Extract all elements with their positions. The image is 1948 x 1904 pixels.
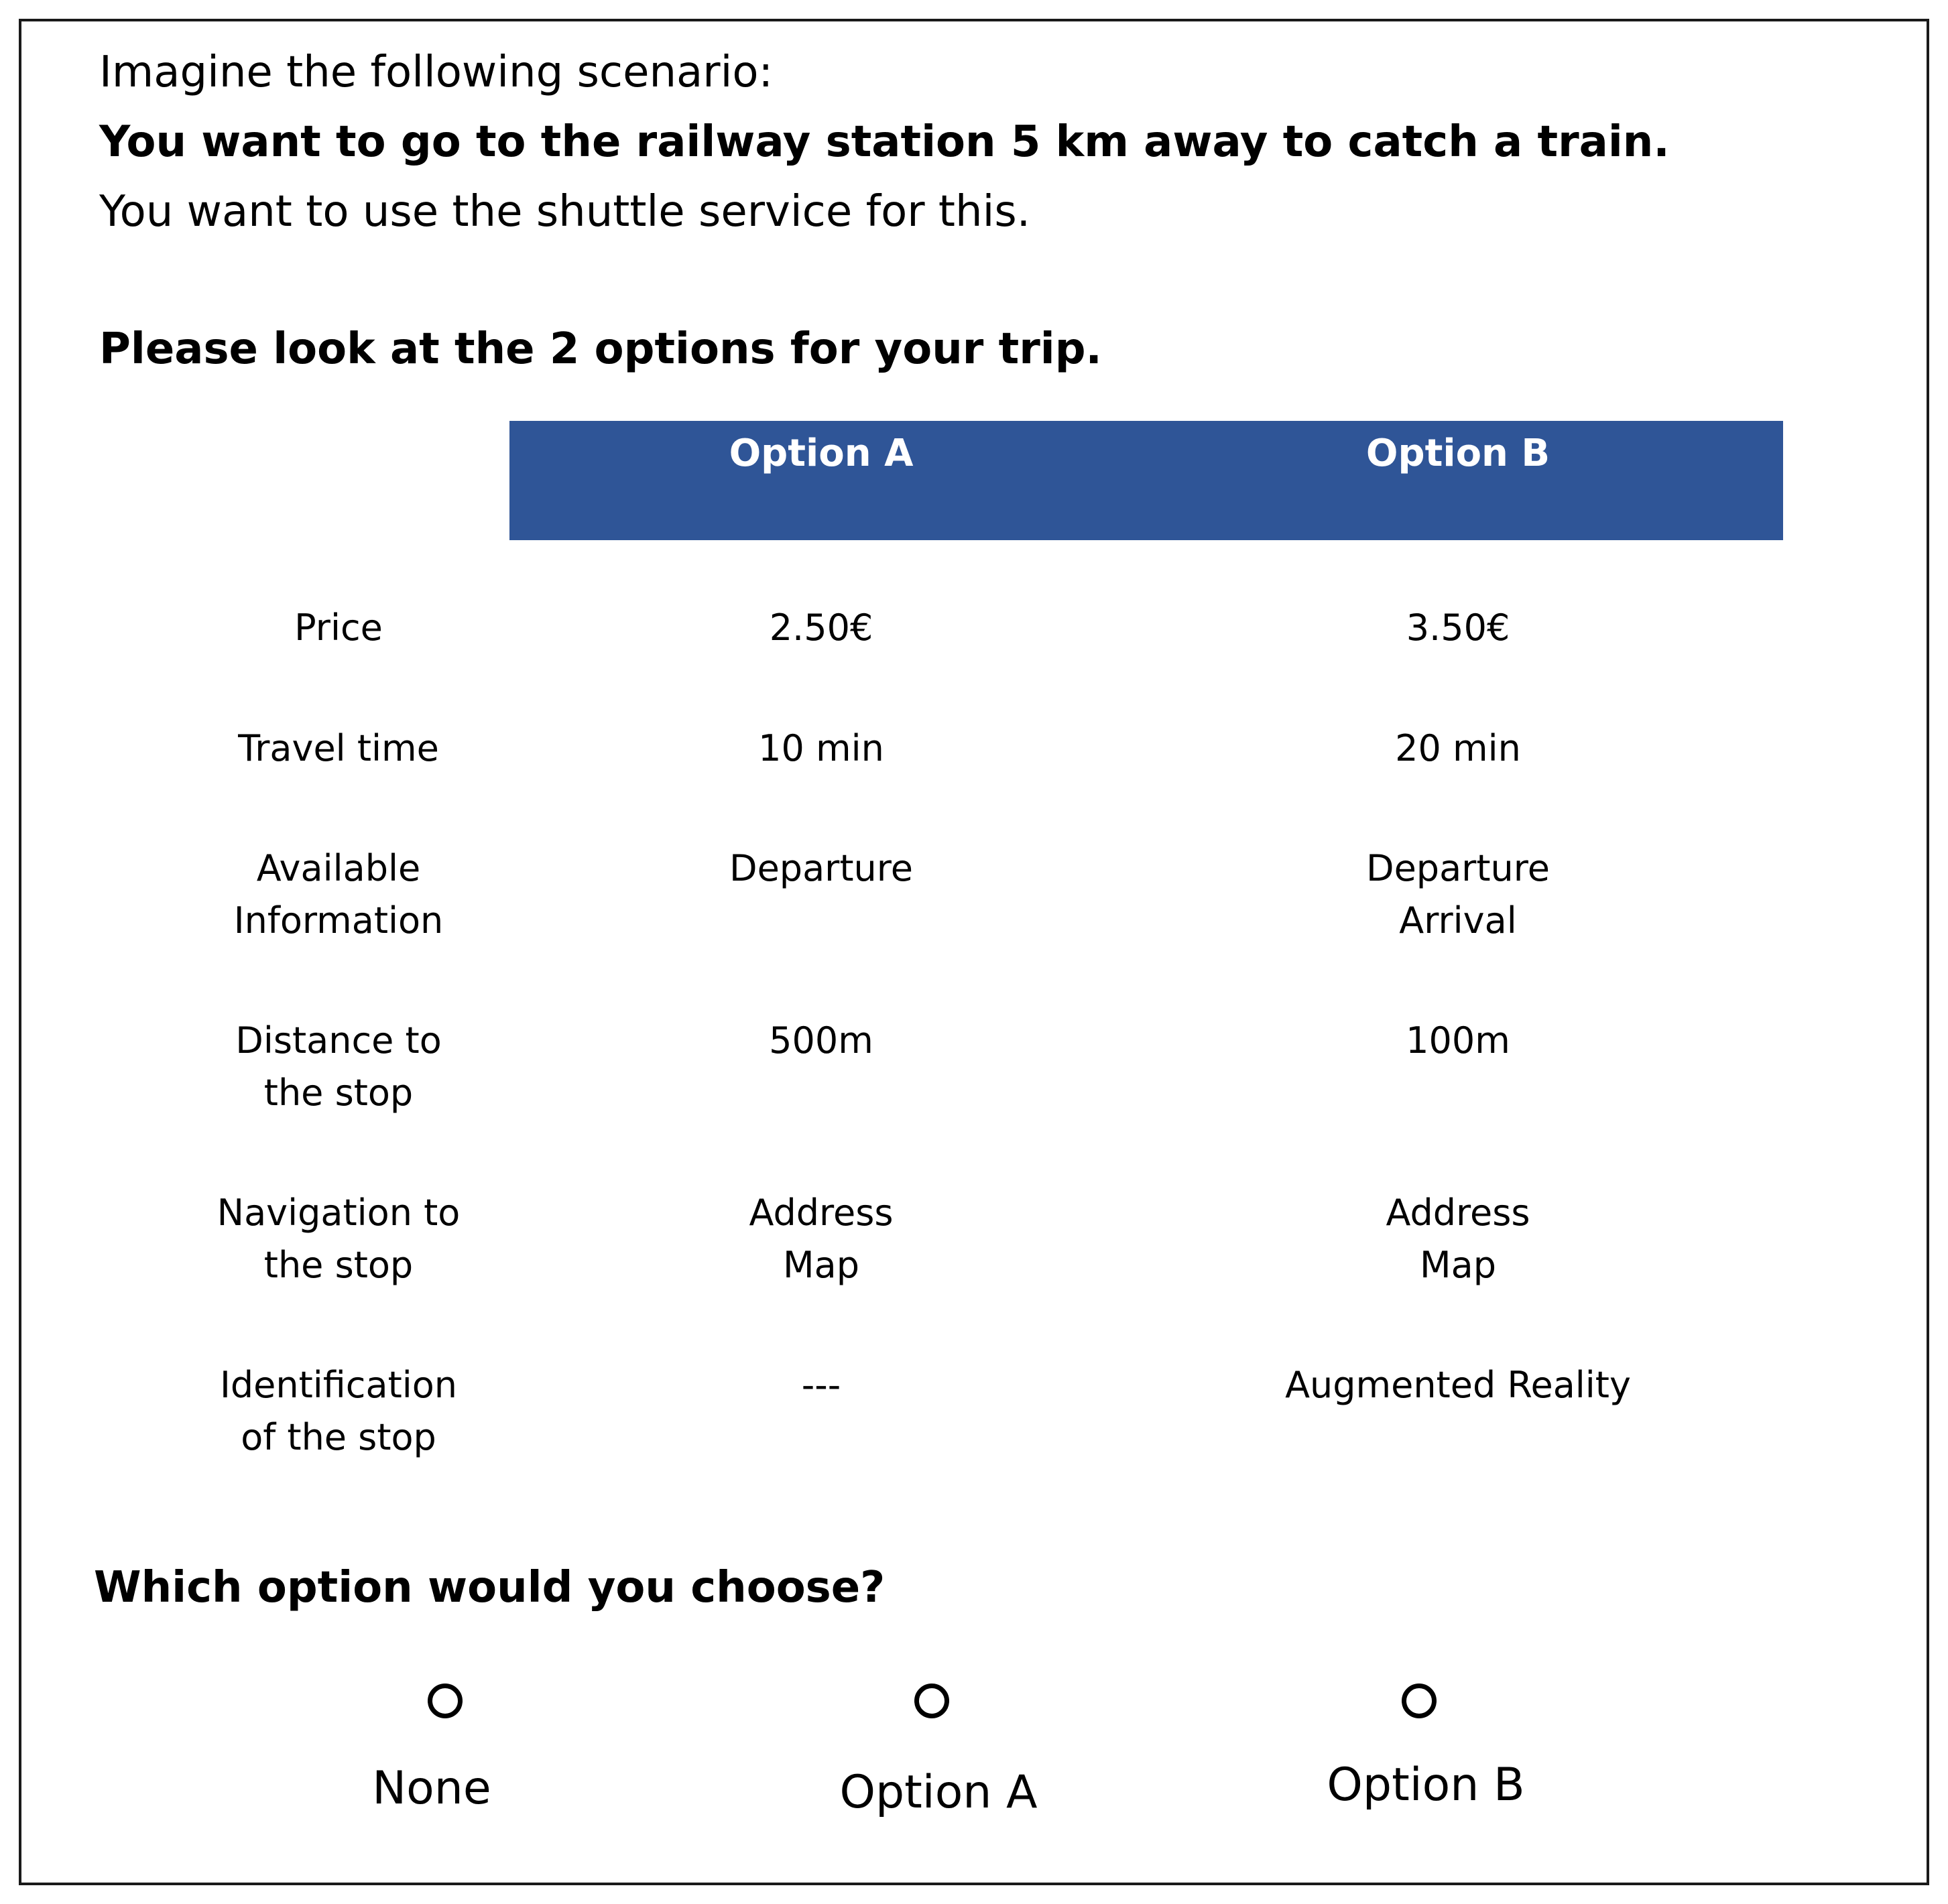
cell-option-a-travel-time	[587, 722, 1056, 775]
cell-line: Departure	[729, 847, 913, 889]
options-heading: Please look at the 2 options for your trip.	[99, 324, 1102, 374]
cell-line: 500m	[769, 1019, 873, 1062]
row-label-navigation-to-stop	[137, 1187, 540, 1291]
row-label-available-information	[137, 842, 540, 947]
cell-line: Address	[749, 1192, 894, 1234]
row-label-line: Navigation to	[217, 1192, 461, 1234]
cell-line: 3.50€	[1406, 607, 1510, 649]
row-label-distance-to-stop	[137, 1015, 540, 1119]
column-header-option-b: Option B	[1365, 432, 1550, 475]
cell-line: Address	[1386, 1192, 1530, 1234]
row-label-line: Information	[233, 899, 444, 942]
row-label-line: of the stop	[241, 1416, 436, 1458]
row-label-line: the stop	[263, 1072, 414, 1114]
radio-label-option-b[interactable]: Option B	[1327, 1759, 1525, 1812]
intro-line-2: You want to go to the railway station 5 km away to catch a train.	[99, 117, 1670, 167]
cell-line: Departure	[1365, 847, 1550, 889]
cell-line: Map	[1420, 1244, 1496, 1286]
cell-line: ---	[801, 1364, 841, 1406]
cell-line: Arrival	[1399, 899, 1517, 942]
row-label-price	[137, 602, 540, 654]
cell-line: 20 min	[1395, 727, 1521, 769]
cell-option-a-price	[587, 602, 1056, 654]
row-label-line: Travel time	[238, 727, 439, 769]
radio-label-none[interactable]: None	[372, 1762, 491, 1815]
radio-option-a[interactable]	[914, 1684, 949, 1718]
cell-option-b-identification-of-stop	[1223, 1359, 1693, 1411]
choice-question: Which option would you choose?	[94, 1563, 886, 1612]
cell-option-b-available-information	[1223, 842, 1693, 947]
cell-option-a-identification-of-stop	[587, 1359, 1056, 1411]
radio-option-b[interactable]	[1402, 1684, 1437, 1718]
column-header-option-a: Option A	[729, 432, 914, 475]
cell-option-b-navigation-to-stop	[1223, 1187, 1693, 1291]
row-label-identification-of-stop	[137, 1359, 540, 1464]
cell-line: 10 min	[758, 727, 884, 769]
cell-option-a-navigation-to-stop	[587, 1187, 1056, 1291]
cell-line: Map	[783, 1244, 859, 1286]
radio-none[interactable]	[428, 1684, 463, 1718]
intro-line-3: You want to use the shuttle service for this.	[99, 187, 1031, 237]
row-label-travel-time	[137, 722, 540, 775]
cell-line: Augmented Reality	[1285, 1364, 1631, 1406]
cell-option-b-price	[1223, 602, 1693, 654]
row-label-line: Price	[294, 607, 383, 649]
row-label-line: Available	[256, 847, 421, 889]
intro-line-1: Imagine the following scenario:	[99, 48, 774, 97]
cell-option-a-available-information	[587, 842, 1056, 895]
row-label-line: Distance to	[235, 1019, 442, 1062]
cell-option-a-distance-to-stop	[587, 1015, 1056, 1067]
cell-line: 2.50€	[769, 607, 873, 649]
cell-line: 100m	[1406, 1019, 1510, 1062]
cell-option-b-distance-to-stop	[1223, 1015, 1693, 1067]
radio-label-option-a[interactable]: Option A	[839, 1766, 1038, 1819]
cell-option-b-travel-time	[1223, 722, 1693, 775]
row-label-line: the stop	[263, 1244, 414, 1286]
row-label-line: Identification	[219, 1364, 458, 1406]
